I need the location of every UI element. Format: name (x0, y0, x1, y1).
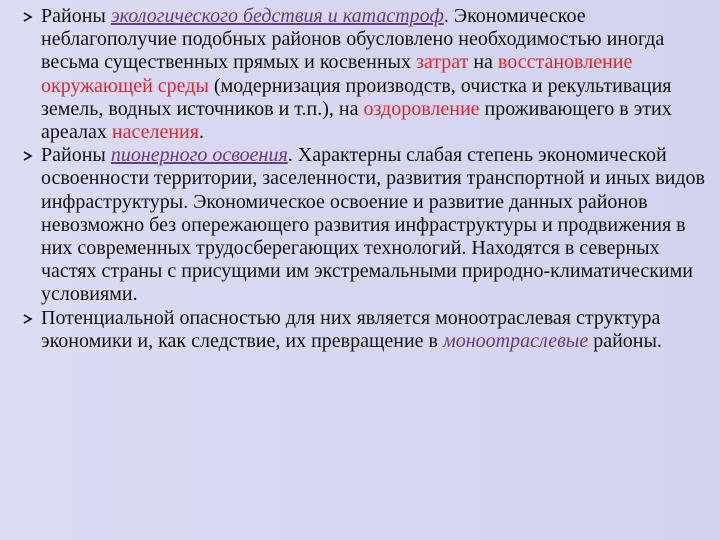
bullet-item-disaster-areas (23, 5, 710, 144)
highlight-term: восстановление окружающей среды (41, 51, 633, 97)
highlight-term: оздоровление (363, 97, 480, 120)
bullet-text: Районы пионерного освоения. Характерны слабая степень экономической освоенности территории, заселенности, развития транспортной и иных видов инфраструктуры. Экономическое освоение и развитие данных районов невозможно без опережающего развития инфраструктуры и продвижения в них современных трудосберегающих технологий. Находятся в северных частях страны с присущими им экстремальными природно-климатическими условиями. (41, 144, 705, 306)
italic-term: моноотраслевые (443, 329, 589, 352)
highlight-term: населения (111, 121, 199, 144)
bullet-item-potential-danger (23, 307, 710, 353)
bullet-text: Районы экологического бедствия и катастроф. Экономическое неблагополучие подобных районов обусловлено необходимостью иногда весьма существенных прямых и косвенных затрат на восстановление окружающей среды (модернизация производств, очистка и рекультивация земель, водных источников и т.п.), на оздоровление проживающего в этих ареалах населения. (41, 5, 672, 144)
highlight-term: затрат (415, 51, 469, 74)
term-link: экологического бедствия и катастроф (110, 5, 444, 27)
bullet-text: Потенциальной опасностью для них является моноотраслевая структура экономики и, как следствие, их превращение в моноотраслевые районы. (41, 306, 662, 352)
arrowhead-bullet-icon (23, 12, 33, 22)
arrowhead-bullet-icon (23, 314, 33, 324)
arrowhead-bullet-icon (23, 151, 33, 161)
term-link: пионерного освоения (110, 144, 288, 167)
bullet-item-pioneer-areas (23, 144, 710, 306)
bullet-list (23, 5, 710, 353)
